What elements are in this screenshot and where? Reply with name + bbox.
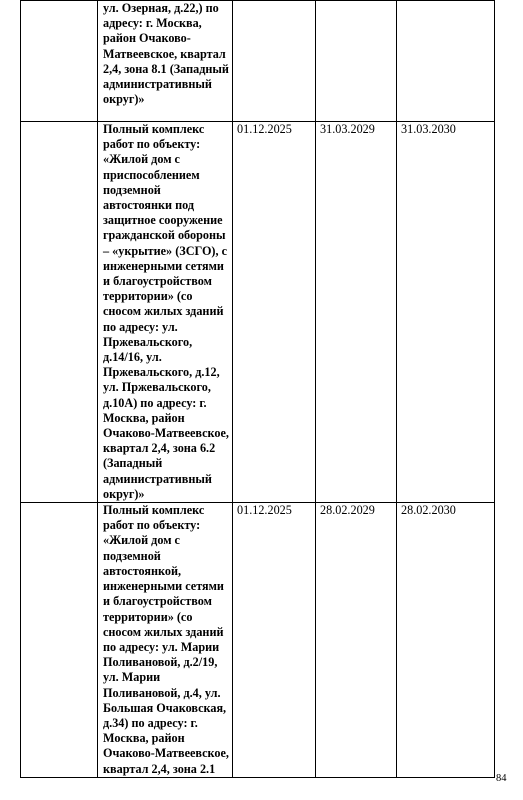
work-description: Полный комплекс работ по объекту: «Жилой дом с подземной автостоянкой, инженерными сетями и благоустройством территории» (со сносом жилых зданий по адресу: ул. Марии Поливановой, д.2/19, ул. Марии Поливановой, д.4, ул. Большая Очаковская, д.34) по адресу: г. Москва, район Очаково-Матвеевское, квартал 2,4, зона 2.1 bbox=[98, 503, 233, 778]
work-description: Полный комплекс работ по объекту: «Жилой дом с приспособлением подземной автостоянки под защитное сооружение гражданской обороны – «укрытие» (ЗСГО), с инженерными сетями и благоустройством территории» (со сносом жилых зданий по адресу: ул. Пржевальского, д.14/16, ул. Пржевальского, д.12, ул. Пржевальского, д.10А) по адресу: г. Москва, район Очаково-Матвеевское, квартал 2,4, зона 6.2 (Западный административный округ)» bbox=[98, 122, 233, 503]
row-number-cell bbox=[21, 1, 98, 122]
start-date bbox=[233, 1, 316, 122]
finish-date: 31.03.2029 bbox=[316, 122, 397, 503]
table-row bbox=[21, 1, 495, 122]
start-date: 01.12.2025 bbox=[233, 122, 316, 503]
commission-date: 28.02.2030 bbox=[397, 503, 495, 778]
work-description: ул. Озерная, д.22,) по адресу: г. Москва, район Очаково-Матвеевское, квартал 2,4, зона 8.1 (Западный административный округ)» bbox=[98, 1, 233, 122]
start-date: 01.12.2025 bbox=[233, 503, 316, 778]
row-number-cell bbox=[21, 122, 98, 503]
table-row bbox=[21, 122, 495, 503]
finish-date bbox=[316, 1, 397, 122]
schedule-table bbox=[20, 0, 495, 778]
table-row bbox=[21, 503, 495, 778]
page-number: 84 bbox=[496, 773, 507, 784]
row-number-cell bbox=[21, 503, 98, 778]
commission-date: 31.03.2030 bbox=[397, 122, 495, 503]
finish-date: 28.02.2029 bbox=[316, 503, 397, 778]
commission-date bbox=[397, 1, 495, 122]
